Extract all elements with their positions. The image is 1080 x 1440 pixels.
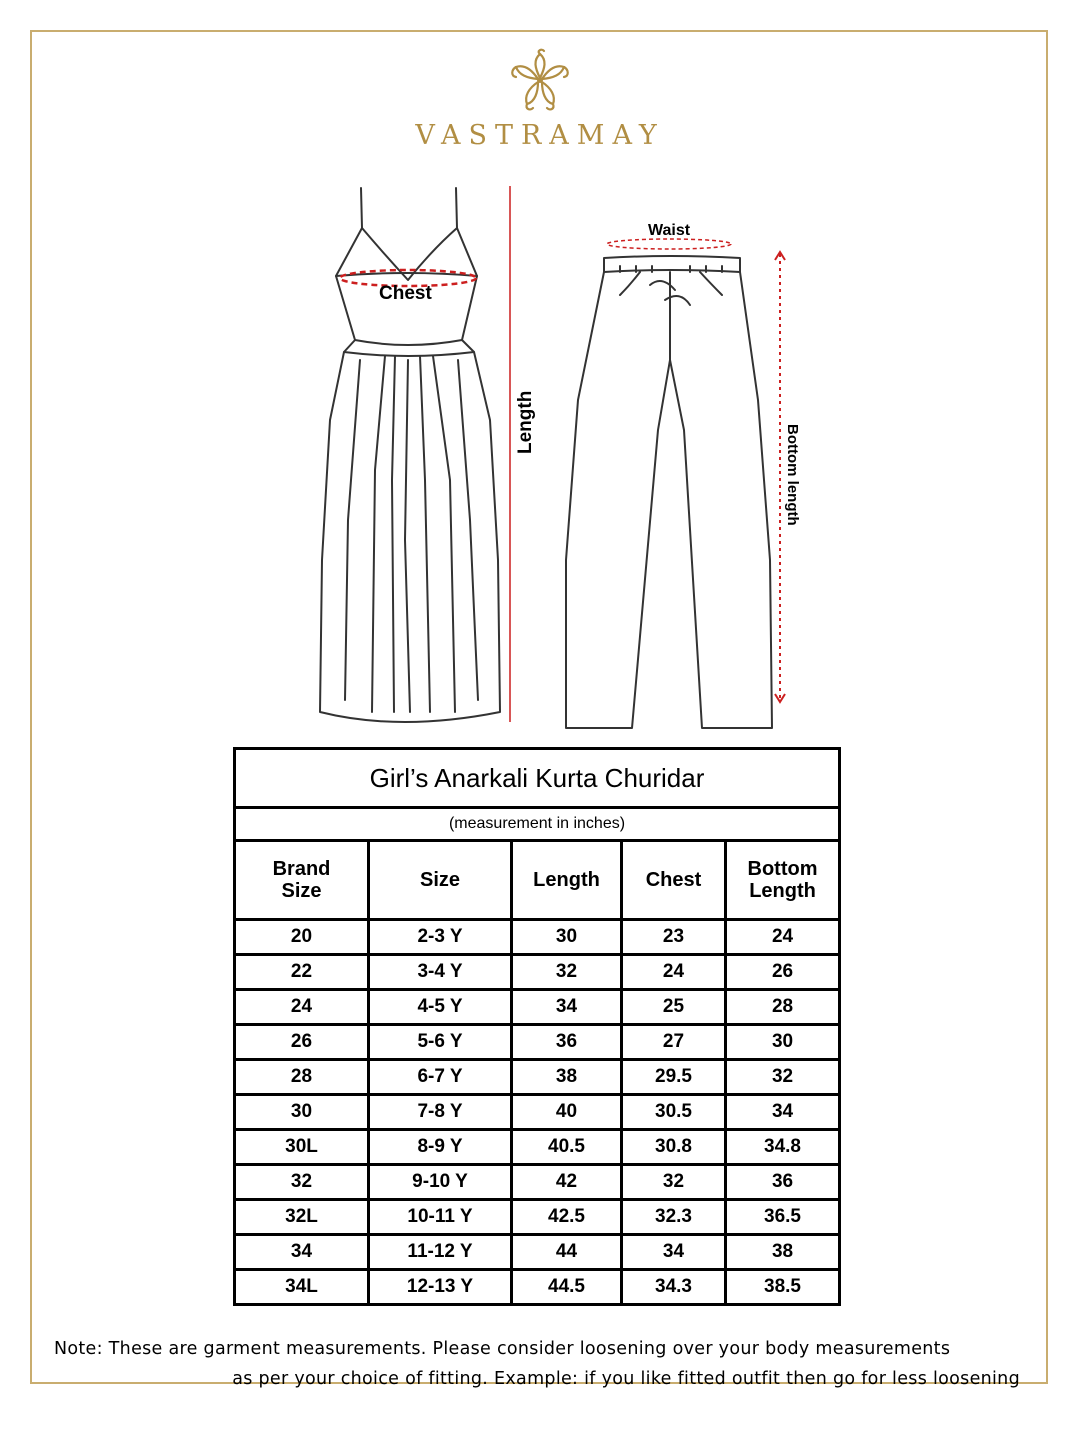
cell: 23 (622, 920, 726, 955)
cell: 30 (512, 920, 622, 955)
header-length: Length (512, 841, 622, 920)
cell: 5-6 Y (369, 1025, 512, 1060)
cell: 11-12 Y (369, 1235, 512, 1270)
fitting-note (54, 1334, 1020, 1394)
cell: 34 (622, 1235, 726, 1270)
table-row (235, 920, 840, 955)
cell: 32L (235, 1200, 369, 1235)
cell: 30.5 (622, 1095, 726, 1130)
cell: 27 (622, 1025, 726, 1060)
cell: 38.5 (726, 1270, 840, 1305)
cell: 26 (726, 955, 840, 990)
cell: 30 (235, 1095, 369, 1130)
cell: 36 (726, 1165, 840, 1200)
table-row (235, 1130, 840, 1165)
cell: 40.5 (512, 1130, 622, 1165)
cell: 32 (622, 1165, 726, 1200)
table-row (235, 1270, 840, 1305)
cell: 40 (512, 1095, 622, 1130)
cell: 34 (235, 1235, 369, 1270)
cell: 38 (512, 1060, 622, 1095)
kurta-drawing (320, 188, 500, 722)
header-brand-size: Brand Size (235, 841, 369, 920)
cell: 44 (512, 1235, 622, 1270)
table-row (235, 1200, 840, 1235)
cell: 34 (726, 1095, 840, 1130)
cell: 24 (622, 955, 726, 990)
cell: 34L (235, 1270, 369, 1305)
brand-name: VASTRAMAY (415, 120, 665, 151)
cell: 25 (622, 990, 726, 1025)
cell: 24 (726, 920, 840, 955)
table-row (235, 1235, 840, 1270)
cell: 12-13 Y (369, 1270, 512, 1305)
cell: 9-10 Y (369, 1165, 512, 1200)
cell: 32 (726, 1060, 840, 1095)
cell: 44.5 (512, 1270, 622, 1305)
cell: 30.8 (622, 1130, 726, 1165)
cell: 7-8 Y (369, 1095, 512, 1130)
cell: 29.5 (622, 1060, 726, 1095)
cell: 36 (512, 1025, 622, 1060)
note-line-1: Note: These are garment measurements. Please consider loosening over your body measurements (54, 1339, 951, 1359)
waist-label: Waist (648, 222, 691, 239)
cell: 10-11 Y (369, 1200, 512, 1235)
cell: 42 (512, 1165, 622, 1200)
table-row (235, 990, 840, 1025)
header-bottom-length: Bottom Length (726, 841, 840, 920)
cell: 32 (235, 1165, 369, 1200)
cell: 34.8 (726, 1130, 840, 1165)
cell: 38 (726, 1235, 840, 1270)
cell: 30 (726, 1025, 840, 1060)
cell: 34 (512, 990, 622, 1025)
chest-label: Chest (379, 283, 432, 304)
cell: 22 (235, 955, 369, 990)
cell: 36.5 (726, 1200, 840, 1235)
table-row (235, 1025, 840, 1060)
table-title: Girl’s Anarkali Kurta Churidar (235, 749, 840, 808)
table-header-row (235, 841, 840, 920)
cell: 32.3 (622, 1200, 726, 1235)
cell: 2-3 Y (369, 920, 512, 955)
length-label: Length (515, 390, 536, 454)
cell: 30L (235, 1130, 369, 1165)
churidar-drawing (566, 256, 772, 728)
note-line-2: as per your choice of fitting. Example: if you like fitted outfit then go for less loosening (232, 1369, 1020, 1389)
size-chart-table (233, 747, 841, 1306)
cell: 34.3 (622, 1270, 726, 1305)
cell: 20 (235, 920, 369, 955)
cell: 42.5 (512, 1200, 622, 1235)
table-row (235, 1095, 840, 1130)
cell: 28 (726, 990, 840, 1025)
cell: 6-7 Y (369, 1060, 512, 1095)
table-row (235, 1165, 840, 1200)
cell: 26 (235, 1025, 369, 1060)
cell: 3-4 Y (369, 955, 512, 990)
table-row (235, 955, 840, 990)
cell: 8-9 Y (369, 1130, 512, 1165)
cell: 32 (512, 955, 622, 990)
cell: 24 (235, 990, 369, 1025)
header-chest: Chest (622, 841, 726, 920)
header-size: Size (369, 841, 512, 920)
bottom-length-label: Bottom length (784, 424, 801, 526)
table-row (235, 1060, 840, 1095)
table-subtitle: (measurement in inches) (235, 808, 840, 841)
cell: 28 (235, 1060, 369, 1095)
cell: 4-5 Y (369, 990, 512, 1025)
